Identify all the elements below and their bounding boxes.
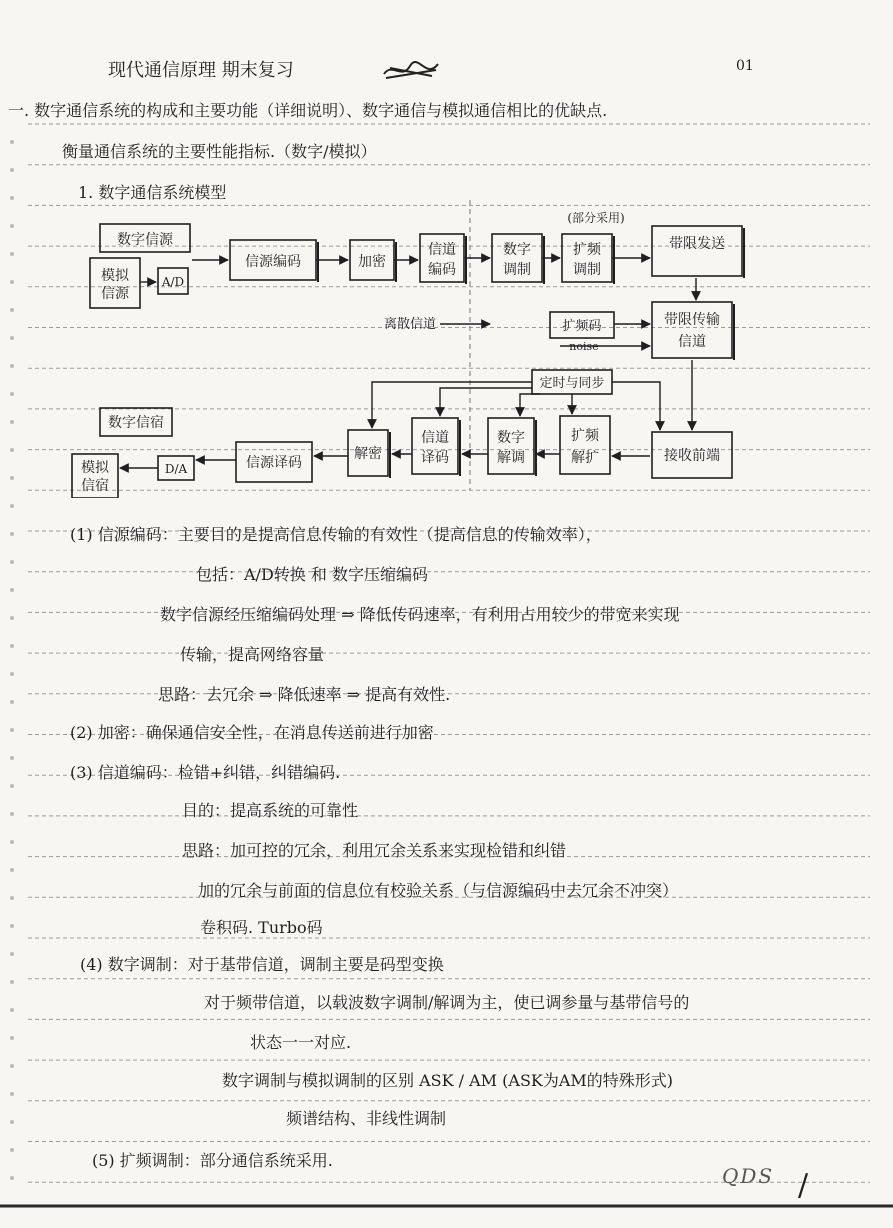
binding-hole (10, 868, 14, 872)
note-line: 传输，提高网络容量 (180, 645, 325, 664)
page-title: 现代通信原理 期末复习 (108, 60, 294, 81)
note-line: (1) 信源编码：主要目的是提高信息传输的有效性（提高信息的传输效率）， (70, 525, 602, 544)
lbl-decryption: 解密 (354, 446, 382, 462)
question-1: 一. 数字通信系统的构成和主要功能（详细说明）、数字通信与模拟通信相比的优缺点. (8, 101, 608, 120)
lbl-despread-1: 扩频 (571, 428, 599, 444)
binding-hole (10, 1148, 14, 1152)
binding-hole (10, 1120, 14, 1124)
binding-hole (10, 1008, 14, 1012)
note-line: 频谱结构、非线性调制 (286, 1109, 447, 1128)
binding-hole (10, 980, 14, 984)
lbl-spread-note: (部分采用) (567, 211, 625, 225)
lbl-sync: 定时与同步 (539, 376, 605, 391)
binding-hole (10, 140, 14, 144)
lbl-channel-decoding-2: 译码 (421, 450, 449, 466)
lbl-digital-mod-2: 调制 (503, 262, 531, 278)
binding-hole (10, 168, 14, 172)
note-line: 加的冗余与前面的信息位有校验关系（与信源编码中去冗余不冲突） (198, 881, 679, 900)
lbl-digital-demod-1: 数字 (497, 430, 525, 446)
signature: QDS (722, 1164, 775, 1188)
lbl-channel-coding-1: 信道 (428, 242, 456, 258)
binding-hole (10, 700, 14, 704)
note-line: 思路：加可控的冗余，利用冗余关系来实现检错和纠错 (182, 841, 567, 860)
scribble-mark (382, 58, 442, 84)
lbl-spread-2: 调制 (573, 262, 601, 278)
lbl-analog-sink-2: 信宿 (81, 478, 109, 494)
lbl-analog-source-1: 模拟 (101, 268, 129, 284)
note-line: 状态一一对应. (250, 1033, 352, 1052)
lbl-ad: A/D (161, 275, 185, 289)
comm-system-diagram (0, 198, 893, 498)
binding-hole (10, 756, 14, 760)
binding-hole (10, 896, 14, 900)
lbl-analog-sink-1: 模拟 (81, 460, 109, 476)
lbl-digital-sink: 数字信宿 (108, 415, 164, 431)
lbl-discrete-channel: 离散信道 (383, 317, 437, 332)
binding-hole (10, 840, 14, 844)
lbl-da: D/A (164, 462, 188, 476)
lbl-channel-decoding-1: 信道 (421, 430, 449, 446)
page-mark: / (798, 1168, 809, 1203)
binding-hole (10, 616, 14, 620)
binding-hole (10, 784, 14, 788)
binding-hole (10, 644, 14, 648)
lbl-bandlimited-tx: 带限发送 (669, 236, 725, 252)
lbl-channel-1: 带限传输 (664, 312, 720, 328)
lbl-channel-coding-2: 编码 (428, 262, 456, 278)
binding-hole (10, 560, 14, 564)
note-line: (3) 信道编码：检错+纠错，纠错编码. (70, 763, 341, 782)
binding-hole (10, 924, 14, 928)
binding-hole (10, 588, 14, 592)
lbl-source-coding: 信源编码 (245, 254, 301, 270)
lbl-digital-source: 数字信源 (117, 232, 173, 248)
note-line: 数字信源经压缩编码处理 ⇒ 降低传码速率，有利用占用较少的带宽来实现 (160, 605, 680, 624)
note-line: (2) 加密：确保通信安全性，在消息传送前进行加密 (70, 723, 434, 742)
lbl-digital-demod-2: 解调 (497, 450, 525, 466)
note-line: 数字调制与模拟调制的区别 ASK / AM (ASK为AM的特殊形式) (222, 1071, 674, 1090)
note-line: 目的：提高系统的可靠性 (182, 801, 359, 820)
note-line: 对于频带信道，以载波数字调制/解调为主，使已调参量与基带信号的 (204, 993, 690, 1012)
page-number: 01 (736, 58, 754, 74)
binding-hole (10, 952, 14, 956)
lbl-despread-2: 解扩 (571, 450, 599, 466)
binding-hole (10, 1036, 14, 1040)
binding-hole (10, 812, 14, 816)
note-line: 思路：去冗余 ⇒ 降低速率 ⇒ 提高有效性. (158, 685, 451, 704)
lbl-spread-code: 扩频码 (562, 319, 602, 334)
binding-hole (10, 1092, 14, 1096)
note-line: 包括：A/D转换 和 数字压缩编码 (196, 565, 428, 584)
binding-hole (10, 532, 14, 536)
binding-hole (10, 504, 14, 508)
binding-hole (10, 672, 14, 676)
lbl-source-decoding: 信源译码 (246, 455, 302, 471)
lbl-spread-1: 扩频 (573, 242, 601, 258)
lbl-noise: noise (569, 340, 599, 353)
lbl-analog-source-2: 信源 (101, 286, 129, 302)
section-1-heading: 1. 数字通信系统模型 (78, 183, 227, 202)
binding-hole (10, 728, 14, 732)
lbl-encryption: 加密 (358, 254, 386, 270)
lbl-rx-frontend: 接收前端 (664, 448, 720, 464)
note-line: (5) 扩频调制：部分通信系统采用. (92, 1151, 333, 1170)
binding-hole (10, 1176, 14, 1180)
lbl-digital-mod-1: 数字 (503, 242, 531, 258)
note-line: 卷积码. Turbo码 (200, 918, 323, 937)
note-line: (4) 数字调制：对于基带信道，调制主要是码型变换 (80, 955, 444, 974)
lbl-channel-2: 信道 (678, 334, 706, 350)
question-2: 衡量通信系统的主要性能指标.（数字/模拟） (62, 142, 377, 161)
binding-hole (10, 1064, 14, 1068)
